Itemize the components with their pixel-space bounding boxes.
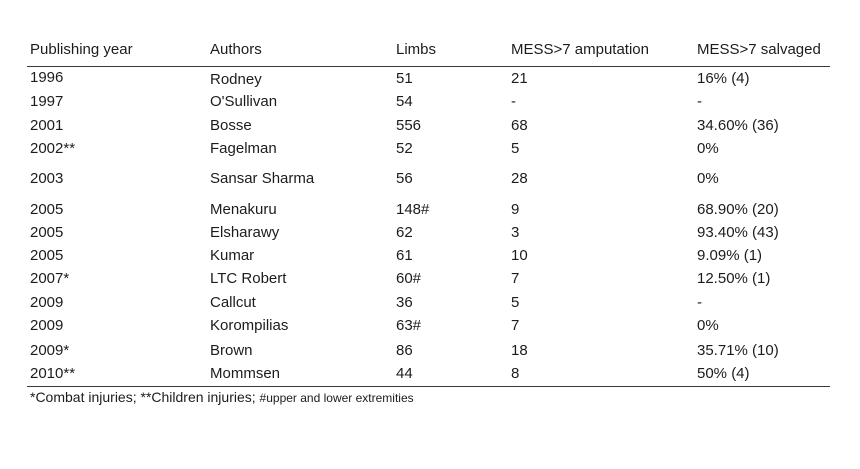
cell-limbs: 44 <box>396 365 413 382</box>
cell-salvaged: 50% (4) <box>697 365 750 382</box>
cell-limbs: 56 <box>396 170 413 187</box>
header-amputation: MESS>7 amputation <box>511 41 649 58</box>
cell-author: Elsharawy <box>210 224 280 241</box>
cell-limbs: 52 <box>396 140 413 157</box>
cell-author: Sansar Sharma <box>210 170 315 187</box>
cell-author: Kumar <box>210 247 255 264</box>
cell-limbs: 148# <box>396 201 430 218</box>
cell-year: 2010** <box>30 365 76 382</box>
header-limbs: Limbs <box>396 41 437 58</box>
cell-year: 2007* <box>30 270 70 287</box>
footnote-main: *Combat injuries; **Children injuries; <box>30 389 260 405</box>
cell-salvaged: 68.90% (20) <box>697 201 779 218</box>
cell-salvaged: 9.09% (1) <box>697 247 763 264</box>
cell-author: Korompilias <box>210 317 289 334</box>
header-publishing-year: Publishing year <box>30 41 133 58</box>
cell-limbs: 556 <box>396 117 422 134</box>
top-rule <box>27 66 830 67</box>
cell-author: Fagelman <box>210 140 277 157</box>
cell-limbs: 62 <box>396 224 413 241</box>
cell-author: O'Sullivan <box>210 93 278 110</box>
footnote <box>30 389 414 407</box>
cell-year: 2005 <box>30 224 64 241</box>
header-authors: Authors <box>210 41 262 58</box>
cell-author: Menakuru <box>210 201 277 218</box>
cell-salvaged: - <box>697 294 702 311</box>
cell-amputation: 21 <box>511 70 528 87</box>
cell-salvaged: 0% <box>697 140 719 157</box>
cell-amputation: 7 <box>511 317 520 334</box>
cell-amputation: 10 <box>511 247 528 264</box>
cell-year: 2009* <box>30 342 70 359</box>
cell-salvaged: 93.40% (43) <box>697 224 779 241</box>
cell-year: 2005 <box>30 201 64 218</box>
cell-amputation: 5 <box>511 294 520 311</box>
cell-salvaged: 34.60% (36) <box>697 117 779 134</box>
cell-author: Callcut <box>210 294 256 311</box>
cell-limbs: 36 <box>396 294 413 311</box>
cell-amputation: - <box>511 93 516 110</box>
bottom-rule <box>27 386 830 387</box>
cell-year: 2009 <box>30 317 64 334</box>
cell-author: Bosse <box>210 117 252 134</box>
cell-year: 2005 <box>30 247 64 264</box>
cell-limbs: 86 <box>396 342 413 359</box>
cell-amputation: 7 <box>511 270 520 287</box>
cell-year: 1996 <box>30 69 64 86</box>
cell-limbs: 51 <box>396 70 413 87</box>
cell-salvaged: 0% <box>697 317 719 334</box>
cell-limbs: 63# <box>396 317 422 334</box>
cell-limbs: 54 <box>396 93 413 110</box>
cell-amputation: 18 <box>511 342 528 359</box>
footnote-small: #upper and lower extremities <box>259 391 414 405</box>
cell-year: 2009 <box>30 294 64 311</box>
header-salvaged: MESS>7 salvaged <box>697 41 821 58</box>
cell-author: LTC Robert <box>210 270 287 287</box>
cell-year: 2003 <box>30 170 64 187</box>
cell-amputation: 3 <box>511 224 520 241</box>
cell-salvaged: 35.71% (10) <box>697 342 779 359</box>
cell-year: 2002** <box>30 140 76 157</box>
cell-amputation: 9 <box>511 201 520 218</box>
cell-amputation: 8 <box>511 365 520 382</box>
cell-salvaged: - <box>697 93 702 110</box>
cell-year: 2001 <box>30 117 64 134</box>
cell-salvaged: 0% <box>697 170 719 187</box>
cell-salvaged: 16% (4) <box>697 70 750 87</box>
cell-salvaged: 12.50% (1) <box>697 270 771 287</box>
cell-author: Rodney <box>210 71 262 88</box>
cell-amputation: 5 <box>511 140 520 157</box>
cell-author: Brown <box>210 342 253 359</box>
cell-limbs: 60# <box>396 270 422 287</box>
cell-year: 1997 <box>30 93 64 110</box>
cell-limbs: 61 <box>396 247 413 264</box>
cell-amputation: 68 <box>511 117 528 134</box>
cell-amputation: 28 <box>511 170 528 187</box>
cell-author: Mommsen <box>210 365 281 382</box>
